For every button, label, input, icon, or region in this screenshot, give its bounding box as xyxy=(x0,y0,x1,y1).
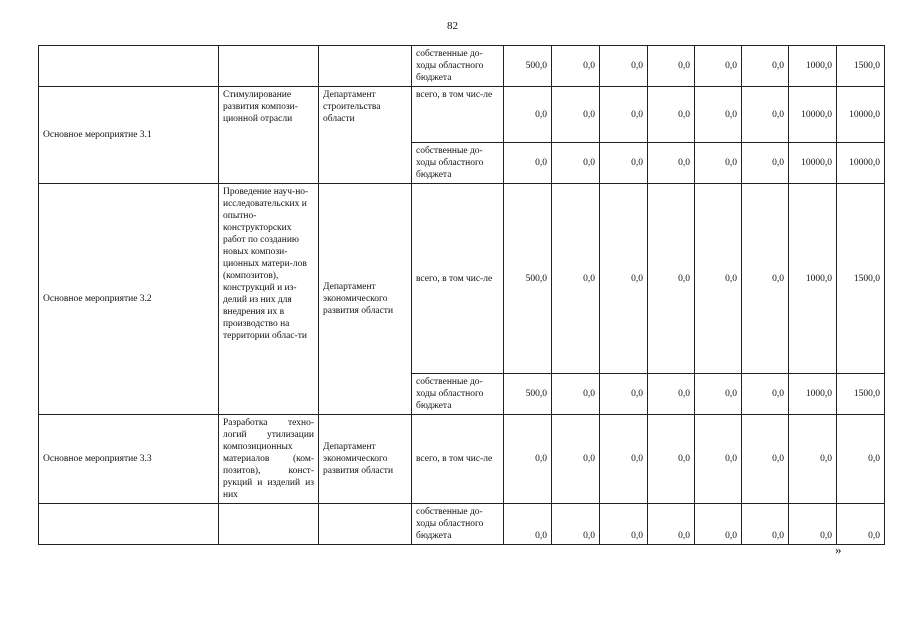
department-cell: Департамент экономического развития области xyxy=(319,415,412,504)
value-cell: 0,0 xyxy=(837,415,885,504)
value-cell: 0,0 xyxy=(600,504,648,545)
value-cell: 1000,0 xyxy=(789,46,837,87)
measure-cell: Основное мероприятие 3.3 xyxy=(39,415,219,504)
value-cell: 0,0 xyxy=(742,374,789,415)
description-cell: Проведение науч-но-исследовательских и опытно-конструкторских работ по созданию новых компози-ционных матери-лов (композитов), конструкций и из-делий из них для внедрения их в производство на территории облас-ти xyxy=(219,184,319,415)
value-cell: 0,0 xyxy=(742,184,789,374)
value-cell: 0,0 xyxy=(648,415,695,504)
measure-cell xyxy=(39,504,219,545)
value-cell: 0,0 xyxy=(695,504,742,545)
value-cell: 0,0 xyxy=(695,46,742,87)
value-cell: 0,0 xyxy=(648,504,695,545)
value-cell: 0,0 xyxy=(695,143,742,184)
description-cell: Разработка техно-логий утилизации композиционных материалов (ком-позитов), конст-рукций и изделий из них xyxy=(219,415,319,504)
value-cell: 500,0 xyxy=(504,184,552,374)
value-cell: 0,0 xyxy=(600,415,648,504)
value-cell: 0,0 xyxy=(789,504,837,545)
funding-source-cell: всего, в том чис-ле xyxy=(412,87,504,143)
funding-source-cell: собственные до-ходы областного бюджета xyxy=(412,374,504,415)
measure-cell: Основное мероприятие 3.1 xyxy=(39,87,219,184)
value-cell: 0,0 xyxy=(648,46,695,87)
value-cell: 1000,0 xyxy=(789,184,837,374)
budget-table xyxy=(38,45,885,545)
value-cell: 0,0 xyxy=(600,46,648,87)
value-cell: 0,0 xyxy=(742,87,789,143)
value-cell: 500,0 xyxy=(504,46,552,87)
department-cell: Департамент строительства области xyxy=(319,87,412,184)
value-cell: 1000,0 xyxy=(789,374,837,415)
value-cell: 0,0 xyxy=(695,87,742,143)
page-number: 82 xyxy=(447,20,458,32)
value-cell: 10000,0 xyxy=(837,143,885,184)
measure-cell xyxy=(39,46,219,87)
value-cell: 0,0 xyxy=(648,143,695,184)
value-cell: 1500,0 xyxy=(837,46,885,87)
value-cell: 0,0 xyxy=(600,184,648,374)
value-cell: 0,0 xyxy=(648,374,695,415)
table-row xyxy=(39,87,885,143)
value-cell: 0,0 xyxy=(552,87,600,143)
description-cell: Стимулирование развития компози-ционной отрасли xyxy=(219,87,319,184)
value-cell: 0,0 xyxy=(552,143,600,184)
value-cell: 0,0 xyxy=(648,184,695,374)
department-cell xyxy=(319,504,412,545)
table-row xyxy=(39,184,885,374)
value-cell: 0,0 xyxy=(695,184,742,374)
funding-source-cell: всего, в том чис-ле xyxy=(412,184,504,374)
value-cell: 10000,0 xyxy=(837,87,885,143)
table-row xyxy=(39,46,885,87)
value-cell: 0,0 xyxy=(600,87,648,143)
value-cell: 10000,0 xyxy=(789,87,837,143)
value-cell: 0,0 xyxy=(552,374,600,415)
value-cell: 0,0 xyxy=(742,415,789,504)
department-cell xyxy=(319,46,412,87)
value-cell: 0,0 xyxy=(742,46,789,87)
value-cell: 0,0 xyxy=(695,415,742,504)
value-cell: 0,0 xyxy=(504,504,552,545)
description-cell xyxy=(219,46,319,87)
value-cell: 0,0 xyxy=(742,504,789,545)
value-cell: 1500,0 xyxy=(837,374,885,415)
value-cell: 0,0 xyxy=(742,143,789,184)
value-cell: 0,0 xyxy=(552,184,600,374)
value-cell: 0,0 xyxy=(552,46,600,87)
funding-source-cell: собственные до-ходы областного бюджета xyxy=(412,46,504,87)
value-cell: 0,0 xyxy=(600,374,648,415)
table-row xyxy=(39,415,885,504)
value-cell: 0,0 xyxy=(695,374,742,415)
funding-source-cell: собственные до-ходы областного бюджета xyxy=(412,143,504,184)
closing-quote-mark: » xyxy=(835,542,842,557)
description-cell xyxy=(219,504,319,545)
value-cell: 0,0 xyxy=(504,415,552,504)
value-cell: 1500,0 xyxy=(837,184,885,374)
value-cell: 0,0 xyxy=(789,415,837,504)
value-cell: 500,0 xyxy=(504,374,552,415)
value-cell: 10000,0 xyxy=(789,143,837,184)
value-cell: 0,0 xyxy=(837,504,885,545)
value-cell: 0,0 xyxy=(600,143,648,184)
funding-source-cell: всего, в том чис-ле xyxy=(412,415,504,504)
table-row xyxy=(39,504,885,545)
funding-source-cell: собственные до-ходы областного бюджета xyxy=(412,504,504,545)
value-cell: 0,0 xyxy=(648,87,695,143)
measure-cell: Основное мероприятие 3.2 xyxy=(39,184,219,415)
department-cell: Департамент экономического развития области xyxy=(319,184,412,415)
value-cell: 0,0 xyxy=(504,143,552,184)
value-cell: 0,0 xyxy=(552,415,600,504)
value-cell: 0,0 xyxy=(504,87,552,143)
value-cell: 0,0 xyxy=(552,504,600,545)
